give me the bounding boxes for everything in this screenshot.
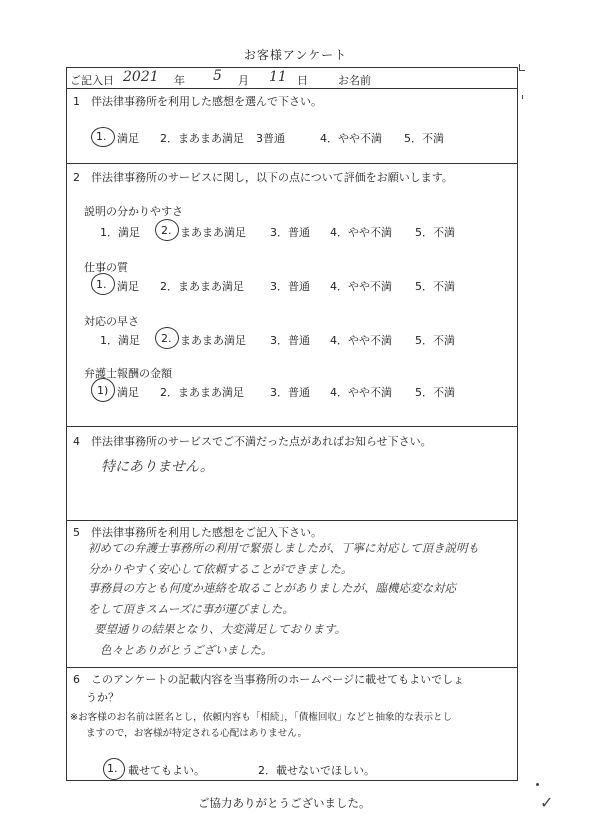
month-label: 月 — [238, 74, 249, 87]
q2-item3-option-1: 1．満足 — [100, 334, 140, 347]
q5-answer-line: 初めての弁護士事務所の利用で緊張しましたが、丁寧に対応して頂き説明も — [88, 541, 479, 555]
divider — [66, 520, 518, 521]
q2-item2-option-1-label: 満足 — [117, 280, 139, 293]
q5-answer-line: 要望通りの結果となり、大変満足しております。 — [94, 622, 347, 636]
check-mark: ✓ — [540, 793, 554, 812]
day-label: 日 — [297, 74, 308, 87]
q2-item2-option-4: 4．やや不満 — [330, 280, 392, 293]
q2-item2-option-5: 5．不満 — [415, 280, 455, 293]
q6-option-2: 2．載せないでほしい。 — [258, 764, 375, 777]
q1-question: 1 伴法律事務所を利用した感想を選んで下さい。 — [73, 95, 322, 108]
q2-item-label: 仕事の質 — [84, 261, 128, 274]
day-value: 11 — [269, 69, 287, 85]
date-label: ご記入日 — [70, 74, 114, 87]
q1-option-5: 5．不満 — [404, 132, 444, 145]
divider — [66, 88, 518, 89]
edge-mark — [522, 95, 523, 99]
q2-item1-option-1: 1．満足 — [100, 226, 140, 239]
q2-item2-option-3: 3．普通 — [270, 280, 310, 293]
q6-note-line2: ますので，お客様が特定される心配はありません。 — [86, 728, 308, 739]
q2-item2-option-2: 2．まあまあ満足 — [160, 280, 244, 293]
q2-item3-option-2-label: まあまあ満足 — [180, 334, 246, 347]
q2-item4-option-2: 2．まあまあ満足 — [160, 386, 244, 399]
q2-item-label: 対応の早さ — [84, 315, 139, 328]
q2-item1-option-4: 4．やや不満 — [330, 226, 392, 239]
footer-thanks: ご協力ありがとうございました。 — [198, 796, 371, 810]
q1-option-4: 4．やや不満 — [320, 132, 382, 145]
q6-option-1-num: 1. — [107, 762, 118, 775]
q2-item3-option-5: 5．不満 — [415, 334, 455, 347]
q2-item4-option-3: 3．普通 — [270, 386, 310, 399]
divider — [66, 163, 518, 164]
q5-answer-line: 事務員の方とも何度か連絡を取ることがありましたが、臨機応変な対応 — [88, 581, 456, 595]
divider — [66, 667, 518, 668]
year-label: 年 — [174, 74, 185, 87]
q2-question: 2 伴法律事務所のサービスに関し，以下の点について評価をお願いします。 — [73, 171, 453, 184]
q2-item2-option-1-num: 1. — [96, 278, 107, 291]
q4-answer: 特にありません。 — [101, 459, 214, 475]
month-value: 5 — [213, 68, 222, 84]
q5-question: 5 伴法律事務所を利用した感想をご記入下さい。 — [73, 526, 322, 539]
q2-item1-option-5: 5．不満 — [415, 226, 455, 239]
q6-question-line1: 6 このアンケートの記載内容を当事務所のホームページに載せてもよいでしょ — [73, 673, 465, 686]
q2-item4-option-5: 5．不満 — [415, 386, 455, 399]
page-title: お客様アンケート — [243, 48, 348, 62]
q2-item1-option-2-label: まあまあ満足 — [180, 226, 246, 239]
q5-answer-line: をして頂きスムーズに事が運びました。 — [88, 602, 294, 616]
q2-item4-option-4: 4．やや不満 — [330, 386, 392, 399]
q5-answer-line: 色々とありがとうございました。 — [100, 643, 273, 657]
q1-option-3: 3普通 — [256, 132, 285, 145]
q2-item-label: 説明の分かりやすさ — [84, 205, 183, 218]
q6-question-line2: うか？ — [86, 691, 119, 704]
q6-option-1-label: 載せてもよい。 — [128, 764, 205, 777]
q1-option-2: 2．まあまあ満足 — [160, 132, 244, 145]
q2-item-label: 弁護士報酬の金額 — [84, 367, 172, 380]
q1-option-1-num: 1. — [96, 130, 107, 143]
q4-question: 4 伴法律事務所のサービスでご不満だった点があればお知らせ下さい。 — [73, 435, 432, 448]
q6-note-line1: ※お客様のお名前は匿名とし，依頼内容も「相続」，「債権回収」などと抽象的な表示とし — [70, 712, 453, 723]
q2-item3-option-2-num: 2. — [161, 332, 172, 345]
year-value: 2021 — [123, 69, 159, 85]
q1-option-1-label: 満足 — [117, 132, 139, 145]
q5-answer-line: 分かりやすく安心して依頼することができました。 — [88, 562, 353, 576]
q2-item1-option-3: 3．普通 — [270, 226, 310, 239]
q2-item3-option-4: 4．やや不満 — [330, 334, 392, 347]
divider — [66, 426, 518, 427]
q2-item4-option-1-label: 満足 — [117, 386, 139, 399]
q2-item3-option-3: 3．普通 — [270, 334, 310, 347]
edge-mark — [519, 70, 525, 71]
q2-item1-option-2-num: 2. — [161, 224, 172, 237]
q2-item4-option-1-num: 1) — [97, 384, 109, 397]
dot-mark — [536, 783, 539, 786]
name-label: お名前 — [338, 74, 371, 87]
